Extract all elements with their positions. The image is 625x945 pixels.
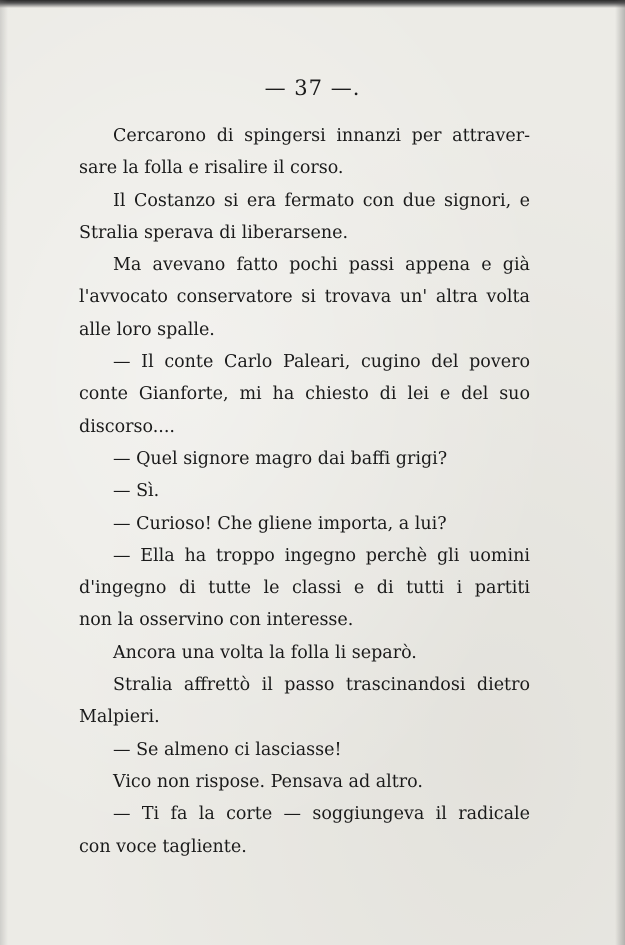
text-line: d'ingegno di tutte le classi e di tutti i partiti: [79, 578, 530, 599]
text-line: alle loro spalle.: [79, 319, 215, 340]
text-line: — Ella ha troppo ingegno perchè gli uomini: [113, 545, 530, 566]
text-line: discorso....: [79, 416, 175, 437]
text-line: — Il conte Carlo Paleari, cugino del povero: [113, 352, 530, 373]
text-line: conte Gianforte, mi ha chiesto di lei e del suo: [79, 384, 530, 405]
text-line: — Sì.: [113, 481, 160, 502]
text-line: — Se almeno ci lasciasse!: [113, 739, 342, 760]
text-line: Malpieri.: [79, 707, 160, 728]
text-line: Ma avevano fatto pochi passi appena e già: [113, 255, 530, 276]
page-number: — 37 —.: [264, 76, 361, 100]
text-line: Il Costanzo si era fermato con due signori, e: [113, 190, 530, 211]
text-line: Stralia affrettò il passo trascinandosi dietro: [113, 675, 530, 696]
page-right-edge: [615, 0, 625, 945]
text-line: Stralia sperava di liberarsene.: [79, 222, 349, 243]
text-line: non la osservino con interesse.: [79, 610, 354, 631]
text-line: Ancora una volta la folla li separò.: [113, 642, 417, 663]
body-text: [79, 120, 530, 863]
text-line: Vico non rispose. Pensava ad altro.: [113, 771, 423, 792]
page-left-edge: [0, 0, 8, 945]
text-line: — Curioso! Che gliene importa, a lui?: [113, 513, 447, 534]
text-line: con voce tagliente.: [79, 836, 247, 857]
text-line: sare la folla e risalire il corso.: [79, 158, 344, 179]
text-line: Cercarono di spingersi innanzi per attraver-: [113, 126, 530, 146]
text-line: l'avvocato conservatore si trovava un' altra volta: [79, 287, 530, 308]
text-line: — Quel signore magro dai baffi grigi?: [113, 448, 448, 469]
text-line: — Ti fa la corte — soggiungeva il radicale: [113, 804, 530, 825]
page-top-edge: [0, 0, 625, 8]
